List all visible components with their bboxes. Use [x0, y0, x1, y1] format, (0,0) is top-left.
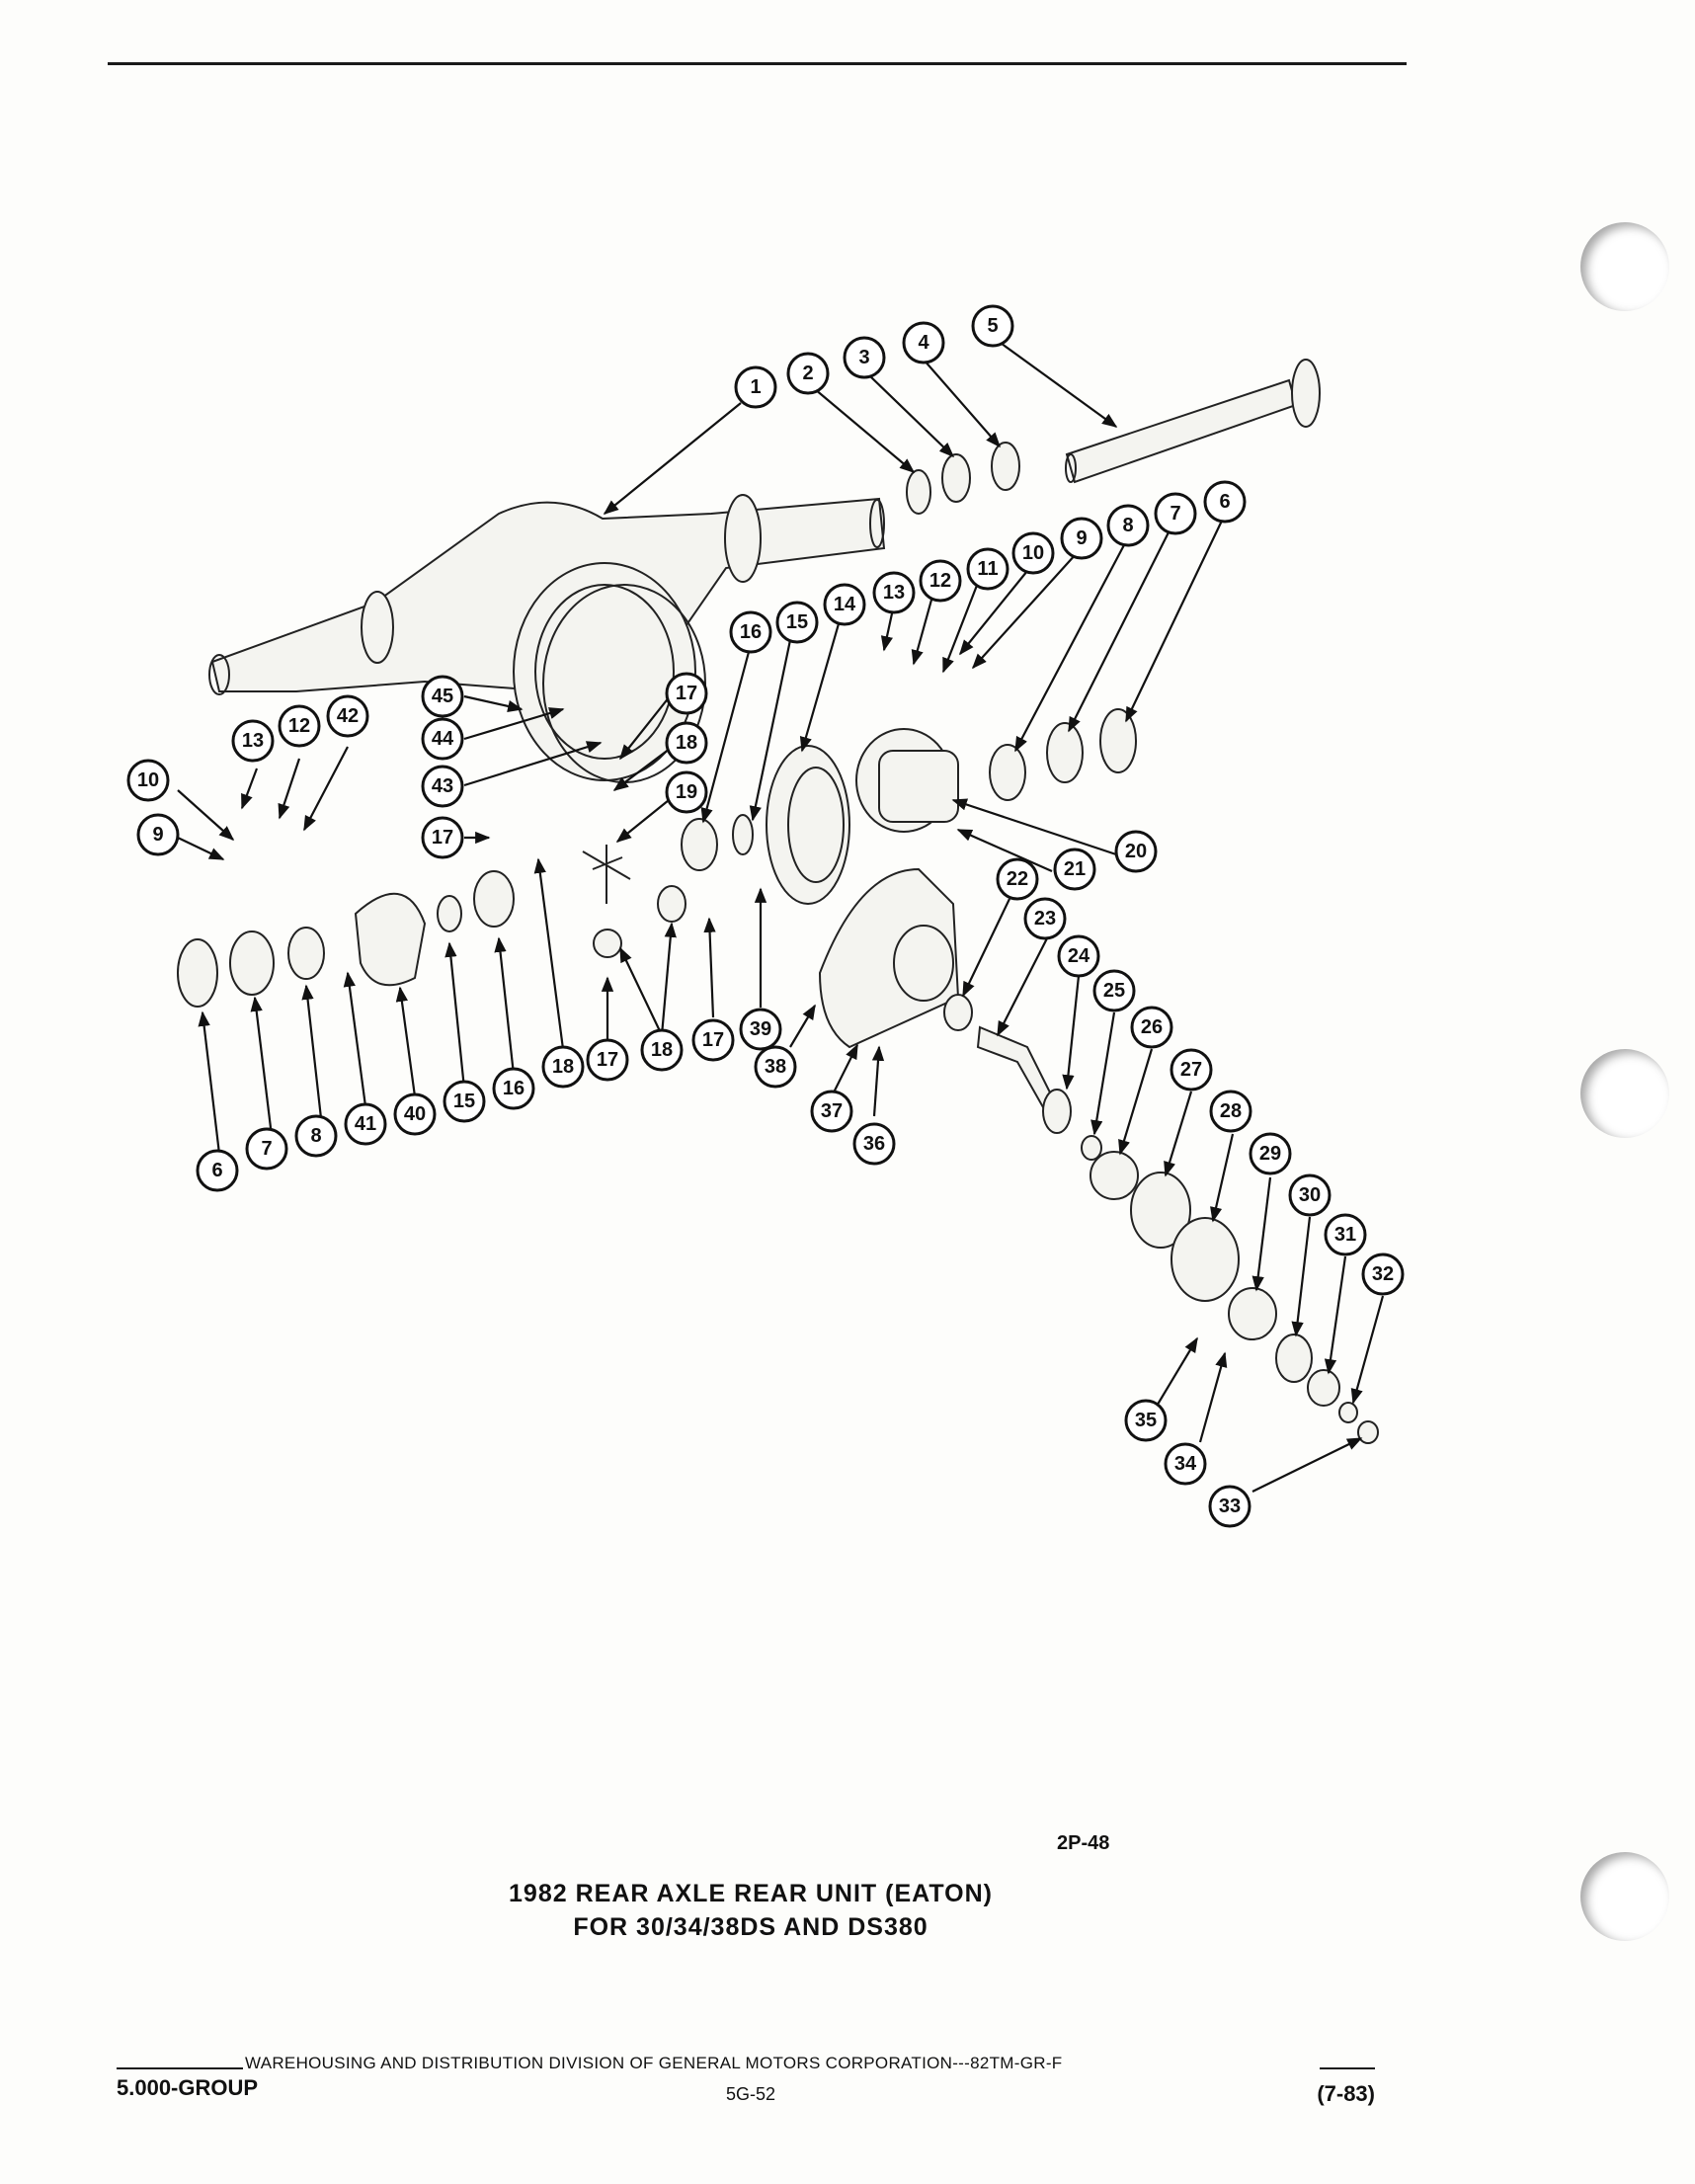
callout-38 — [756, 1047, 795, 1087]
callout-25 — [1094, 971, 1134, 1011]
callout-number: 7 — [261, 1138, 273, 1160]
callout-number: 18 — [675, 732, 698, 754]
callout-number: 15 — [452, 1091, 476, 1112]
callout-number: 37 — [820, 1100, 844, 1122]
callout-number: 31 — [1333, 1224, 1357, 1246]
footer-group: 5.000-GROUP — [117, 2075, 259, 2100]
callout-45 — [423, 677, 462, 716]
callout-9 — [1062, 519, 1101, 558]
callout-number: 12 — [928, 570, 952, 592]
callout-35 — [1126, 1401, 1166, 1440]
outer-bearing-cup — [1229, 1288, 1276, 1339]
callout-12 — [280, 706, 319, 746]
callout-10 — [1013, 533, 1053, 573]
callout-3 — [845, 338, 884, 377]
lock-washer — [942, 454, 970, 502]
callout-31 — [1326, 1215, 1365, 1254]
axle-shaft — [1066, 360, 1320, 482]
callout-number: 27 — [1179, 1059, 1203, 1081]
thrust-washer-left — [438, 896, 461, 931]
callout-2 — [788, 354, 828, 393]
callout-30 — [1290, 1175, 1330, 1215]
callout-number: 20 — [1124, 841, 1148, 862]
callout-number: 3 — [858, 347, 870, 368]
callout-number: 18 — [650, 1039, 674, 1061]
callout-number: 44 — [431, 728, 454, 750]
callout-17 — [588, 1040, 627, 1080]
callout-number: 36 — [862, 1133, 886, 1155]
callout-number: 30 — [1298, 1184, 1322, 1206]
callout-number: 38 — [764, 1056, 787, 1078]
callout-number: 35 — [1134, 1410, 1158, 1431]
callout-4 — [904, 323, 943, 363]
callout-41 — [346, 1104, 385, 1144]
callout-24 — [1059, 936, 1098, 976]
thrust-washer-right — [733, 815, 753, 854]
callout-number: 45 — [431, 686, 454, 707]
callout-number: 43 — [431, 775, 454, 797]
callout-9 — [138, 815, 178, 854]
callout-23 — [1025, 899, 1065, 938]
callout-29 — [1251, 1134, 1290, 1173]
footer-rule-right — [1320, 2067, 1375, 2069]
callout-22 — [998, 859, 1037, 899]
callout-number: 7 — [1170, 503, 1181, 525]
callout-13 — [233, 721, 273, 761]
callout-44 — [423, 719, 462, 759]
callout-number: 42 — [336, 705, 360, 727]
callout-number: 6 — [211, 1160, 223, 1181]
figure-code: 2P-48 — [1057, 1832, 1110, 1854]
callout-15 — [777, 603, 817, 642]
callout-number: 10 — [136, 769, 160, 791]
callout-8 — [1108, 506, 1148, 545]
callout-number: 2 — [802, 363, 814, 384]
callout-number: 40 — [403, 1103, 427, 1125]
footer-rule-left — [117, 2067, 243, 2069]
figure-title-line-1: 1982 REAR AXLE REAR UNIT (EATON) — [509, 1880, 993, 1907]
callout-number: 34 — [1173, 1453, 1197, 1475]
callout-17 — [693, 1020, 733, 1060]
callout-17 — [667, 674, 706, 713]
callout-number: 17 — [675, 683, 698, 704]
callout-43 — [423, 767, 462, 806]
callout-21 — [1055, 849, 1094, 889]
callout-number: 39 — [749, 1018, 772, 1040]
pinion-cage — [1171, 1218, 1239, 1301]
callout-number: 4 — [918, 332, 929, 354]
callout-11 — [968, 549, 1008, 589]
callout-number: 9 — [152, 824, 164, 846]
footer-division: WAREHOUSING AND DISTRIBUTION DIVISION OF GENERAL MOTORS CORPORATION---82TM-GR-F — [245, 2054, 1063, 2072]
callout-number: 29 — [1258, 1143, 1282, 1165]
callout-13 — [874, 573, 914, 612]
callout-number: 13 — [241, 730, 265, 752]
callout-number: 11 — [977, 558, 999, 580]
callout-6 — [1205, 482, 1245, 522]
adjuster-upper — [1100, 709, 1136, 772]
callout-36 — [854, 1124, 894, 1164]
callout-number: 26 — [1140, 1016, 1164, 1038]
callout-42 — [328, 696, 367, 736]
axle-nut — [907, 470, 930, 514]
callout-number: 10 — [1021, 542, 1045, 564]
footer-date: (7-83) — [1317, 2081, 1375, 2106]
footer-page-number: 5G-52 — [725, 2084, 776, 2104]
lower-bearing-cup — [230, 931, 274, 995]
pinion-bearing — [944, 995, 972, 1030]
callout-number: 22 — [1006, 868, 1029, 890]
callout-number: 13 — [882, 582, 906, 604]
callout-39 — [741, 1010, 780, 1049]
callout-number: 14 — [833, 594, 856, 615]
callout-number: 24 — [1067, 945, 1090, 967]
callout-number: 32 — [1371, 1263, 1395, 1285]
callout-34 — [1166, 1444, 1205, 1484]
pinion-mate-lower — [658, 886, 686, 922]
figure-title-line-2: FOR 30/34/38DS AND DS380 — [573, 1913, 928, 1941]
callout-27 — [1171, 1050, 1211, 1090]
callout-number: 17 — [701, 1029, 725, 1051]
side-gear-left — [474, 871, 514, 927]
callout-14 — [825, 585, 864, 624]
pinion-bearing-cone — [1043, 1090, 1071, 1133]
callout-10 — [128, 761, 168, 800]
callout-16 — [731, 612, 770, 652]
callout-number: 16 — [502, 1078, 525, 1099]
callout-number: 18 — [551, 1056, 575, 1078]
callout-15 — [444, 1082, 484, 1121]
bearing-cup-upper — [1047, 723, 1083, 782]
bearing-cone-upper — [990, 745, 1025, 800]
carrier-housing — [820, 869, 958, 1047]
callout-5 — [973, 306, 1012, 346]
pinion-nut — [1358, 1421, 1378, 1443]
callout-7 — [247, 1129, 286, 1169]
side-gear-right — [682, 819, 717, 870]
washer — [1339, 1403, 1357, 1422]
callout-37 — [812, 1092, 851, 1131]
callout-12 — [921, 561, 960, 601]
adjusting-nut — [992, 443, 1019, 490]
callout-number: 5 — [987, 315, 999, 337]
differential-case — [856, 729, 958, 832]
callout-18 — [642, 1030, 682, 1070]
callout-18 — [543, 1047, 583, 1087]
callout-number: 8 — [310, 1125, 322, 1147]
lower-bearing-cone — [288, 928, 324, 979]
lower-adjuster — [178, 939, 217, 1007]
callout-20 — [1116, 832, 1156, 871]
bearing-cup — [1090, 1152, 1138, 1199]
callout-1 — [736, 367, 775, 407]
callout-number: 6 — [1219, 491, 1231, 513]
spider — [583, 845, 630, 904]
callout-number: 1 — [750, 376, 762, 398]
spacer — [1082, 1136, 1101, 1160]
callout-7 — [1156, 494, 1195, 533]
callout-number: 16 — [739, 621, 763, 643]
callout-26 — [1132, 1008, 1171, 1047]
callout-32 — [1363, 1254, 1403, 1294]
callout-number: 12 — [287, 715, 311, 737]
callout-number: 23 — [1033, 908, 1057, 930]
callout-number: 41 — [354, 1113, 377, 1135]
callout-number: 9 — [1076, 527, 1088, 549]
oil-seal — [1308, 1370, 1339, 1406]
callout-28 — [1211, 1092, 1251, 1131]
differential-half-case — [356, 894, 425, 986]
callout-number: 33 — [1218, 1496, 1242, 1517]
callout-number: 17 — [431, 827, 454, 849]
callout-number: 8 — [1122, 515, 1134, 536]
callout-8 — [296, 1116, 336, 1156]
callout-number: 25 — [1102, 980, 1126, 1002]
callout-number: 17 — [596, 1049, 619, 1071]
callout-number: 28 — [1219, 1100, 1243, 1122]
ring-gear — [767, 746, 849, 904]
callout-number: 19 — [675, 781, 698, 803]
outer-bearing-cone — [1276, 1335, 1312, 1382]
callout-number: 15 — [785, 611, 809, 633]
callout-17 — [423, 818, 462, 857]
callout-33 — [1210, 1487, 1250, 1526]
callout-18 — [667, 723, 706, 763]
callout-16 — [494, 1069, 533, 1108]
callout-40 — [395, 1094, 435, 1134]
callout-number: 21 — [1063, 858, 1087, 880]
callout-group — [128, 306, 1403, 1526]
callout-19 — [667, 772, 706, 812]
callout-6 — [198, 1151, 237, 1190]
pinion-mate-lower-2 — [594, 930, 621, 957]
